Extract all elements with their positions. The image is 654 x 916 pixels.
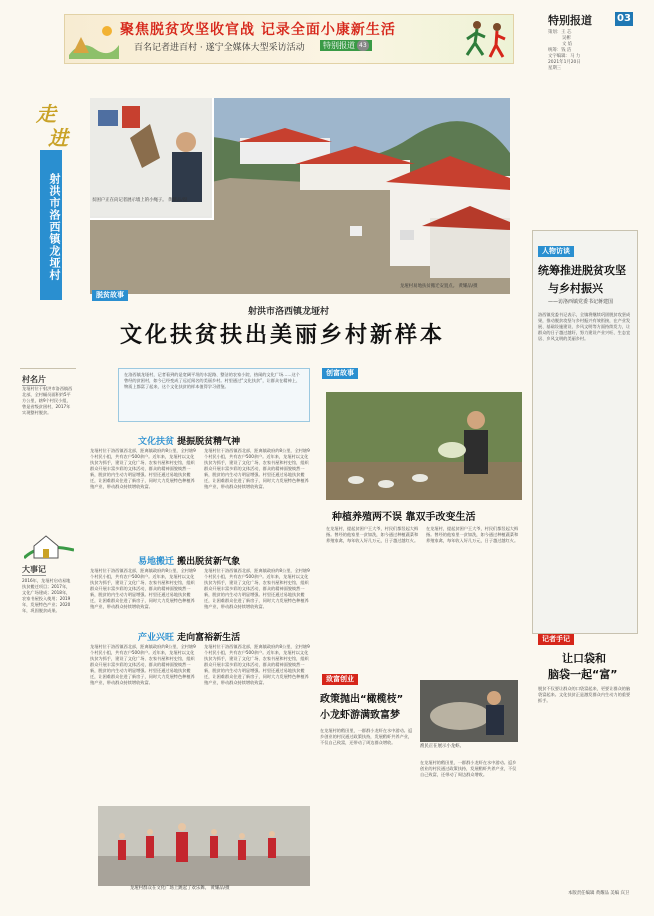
section-key: 产业兴旺	[138, 633, 175, 643]
photo-fish	[420, 680, 518, 742]
credit-line: 吴彬	[562, 36, 571, 41]
house-icon	[24, 528, 74, 562]
photo-dance	[98, 806, 310, 886]
body-col-a3: 龙垭村位于洛西镇西北部，距离镇政府约8公里，全村辖9个村民小组，共有农户500余户。近年来，龙垭村以文化扶贫为抓手，建设了文化广场、农家书屋和村史馆，组织群众开展丰富多彩的文体活动，群众的精神面貌焕然一新，脱贫的内生动力明显增强。村里还通过易地扶贫搬迁，让困难群众住进了新房子，同时大力发展特色种植养殖产业，带动群众持续增收致富。	[90, 644, 196, 685]
section-heading-industry	[138, 630, 240, 643]
rail-label-village: 村名片	[22, 375, 46, 384]
body-col-b3: 龙垭村位于洛西镇西北部，距离镇政府约8公里，全村辖9个村民小组，共有农户500余户。近年来，龙垭村以文化扶贫为抓手，建设了文化广场、农家书屋和村史馆，组织群众开展丰富多彩的文体活动，群众的精神面貌焕然一新，脱贫的内生动力明显增强。村里还通过易地扶贫搬迁，让困难群众住进了新房子，同时大力发展特色种植养殖产业，带动群众持续增收致富。	[204, 644, 310, 685]
story3-col2: 在龙垭村的稻田里，一群群小龙虾在水中游动。返乡创业的村民通过政策扶持，发展稻虾共养产业，不仅自己致富，还带动了周边群众增收。	[420, 760, 517, 777]
dance-scene	[98, 806, 310, 886]
story3-tag: 致富创业	[322, 674, 358, 685]
section-title: 提振脱贫精气神	[177, 437, 241, 447]
banner-tag	[320, 40, 372, 51]
sidebar2-title-2: 脑袋一起“富”	[548, 668, 618, 681]
story2-headline: 种植养殖两不误 靠双手改变生活	[332, 512, 476, 523]
body-col-a2: 龙垭村位于洛西镇西北部，距离镇政府约8公里，全村辖9个村民小组，共有农户500余户。近年来，龙垭村以文化扶贫为抓手，建设了文化广场、农家书屋和村史馆，组织群众开展丰富多彩的文体活动，群众的精神面貌焕然一新，脱贫的内生动力明显增强。村里还通过易地扶贫搬迁，让困难群众住进了新房子，同时大力发展特色种植养殖产业，带动群众持续增收致富。	[90, 568, 196, 609]
rail-label-events: 大事记	[22, 565, 46, 574]
runner-illustration	[457, 17, 511, 61]
section-heading-culture	[138, 434, 240, 447]
section-title: 搬出脱贫新气象	[177, 557, 241, 567]
credits	[548, 30, 634, 72]
rail-jin: 进	[48, 126, 68, 150]
photo-farmer	[326, 392, 522, 500]
credit-line: 2021年1月20日	[548, 60, 581, 65]
body-col-b2: 龙垭村位于洛西镇西北部，距离镇政府约8公里，全村辖9个村民小组，共有农户500余户。近年来，龙垭村以文化扶贫为抓手，建设了文化广场、农家书屋和村史馆，组织群众开展丰富多彩的文体活动，群众的精神面貌焕然一新，脱贫的内生动力明显增强。村里还通过易地扶贫搬迁，让困难群众住进了新房子，同时大力发展特色种植养殖产业，带动群众持续增收致富。	[204, 568, 310, 609]
sidebar-title-1: 统筹推进脱贫攻坚	[538, 264, 626, 277]
body-col-a1: 龙垭村位于洛西镇西北部，距离镇政府约8公里，全村辖9个村民小组，共有农户500余户。近年来，龙垭村以文化扶贫为抓手，建设了文化广场、农家书屋和村史馆，组织群众开展丰富多彩的文体活动，群众的精神面貌焕然一新，脱贫的内生动力明显增强。村里还通过易地扶贫搬迁，让困难群众住进了新房子，同时大力发展特色种植养殖产业，带动群众持续增收致富。	[90, 448, 196, 489]
section-key: 文化扶贫	[138, 437, 175, 447]
sidebar-subtitle: ——访洛西镇党委书记蒋建国	[548, 299, 614, 305]
section-key: 易地搬迁	[138, 557, 175, 567]
sidebar2-title-1: 让口袋和	[562, 652, 606, 665]
story2-col1: 在龙垭村，提起贫困户王大爷，村民们都竖起大拇指。曾经的他家里一贫如洗，如今通过种植蔬菜和养殖家禽，每年收入好几万元，日子越过越红火。	[326, 526, 419, 543]
page-section: 特别报道	[548, 14, 592, 27]
page-number: 03	[615, 12, 633, 26]
story2-tag: 创富故事	[322, 368, 358, 379]
sidebar-tag: 人物访谈	[538, 246, 574, 257]
credit-line: 文字编辑：马 力	[548, 54, 581, 59]
lead-box	[118, 368, 310, 422]
dance-caption: 龙垭村群众在文化广场上跳起了欢乐舞。 黄耀品/摄	[130, 886, 230, 891]
section-title: 走向富裕新生活	[177, 633, 241, 643]
credit-line: 策划：王 芯	[548, 30, 572, 35]
sidebar2-tag: 记者手记	[538, 634, 574, 645]
story2-col2: 在龙垭村，提起贫困户王大爷，村民们都竖起大拇指。曾经的他家里一贫如洗，如今通过种植蔬菜和养殖家禽，每年收入好几万元，日子越过越红火。	[426, 526, 519, 543]
fish-scene	[420, 680, 518, 742]
divider	[20, 368, 76, 369]
sidebar-title-2: 与乡村振兴	[548, 282, 603, 295]
inset-caption: 贫困户正在向记者展示墙上的小绳子。 黄耀品/摄	[92, 198, 188, 203]
kicker-tag: 脱贫故事	[92, 290, 128, 301]
body-col-b1: 龙垭村位于洛西镇西北部，距离镇政府约8公里，全村辖9个村民小组，共有农户500余户。近年来，龙垭村以文化扶贫为抓手，建设了文化广场、农家书屋和村史馆，组织群众开展丰富多彩的文体活动，群众的精神面貌焕然一新，脱贫的内生动力明显增强。村里还通过易地扶贫搬迁，让困难群众住进了新房子，同时大力发展特色种植养殖产业，带动群众持续增收致富。	[204, 448, 310, 489]
rail-events-text: 2016年，龙垭村启动易地扶贫搬迁项目；2017年，文化广场建成；2018年，农家书屋投入使用；2019年，发展特色产业；2020年，巩固脱贫成果。	[22, 578, 71, 613]
banner-tag-label: 特别报道	[323, 41, 355, 50]
credit-line: 统筹：钱 洁	[548, 48, 572, 53]
rail-zou: 走	[36, 102, 56, 126]
credit-line: 文 焰	[562, 42, 573, 47]
rail-place: 射洪市洛西镇龙垭村	[40, 150, 62, 300]
credit-line: 星期三	[548, 66, 562, 71]
footer-credits: 本版责任编辑 黄耀品 美编 宾卫	[568, 891, 630, 896]
banner-tag-number: 43	[359, 42, 367, 49]
section-heading-relocation	[138, 554, 240, 567]
banner-illustration	[69, 19, 119, 59]
sidebar-text: 洛西镇党委书记表示，全镇将继续巩固脱贫攻坚成果，推动脱贫攻坚与乡村振兴有效衔接，在产业发展、基础设施建设、乡风文明等方面持续发力，让群众的日子越过越好，努力建设产业兴旺、生态宜居、乡风文明的美丽乡村。	[538, 312, 631, 341]
lead-text: 在洛西镇龙垭村，记者看到的是宽阔平坦的水泥路、整洁的农家小院、热闹的文化广场……这个曾经的贫困村，如今已经变成了远近闻名的美丽乡村。村里通过“文化扶贫”，让群众在精神上、物质上都富了起来，这个文化扶贫的样本值得学习借鉴。	[124, 372, 301, 389]
rail-village-text: 龙垭村位于射洪市洛西镇西北部，全村幅员面积约5平方公里，辖9个村民小组，曾是省级贫困村，2017年实现整村脱贫。	[22, 386, 73, 415]
story3-col1: 在龙垭村的稻田里，一群群小龙虾在水中游动。返乡创业的村民通过政策扶持，发展稻虾共养产业，不仅自己致富，还带动了周边群众增收。	[320, 728, 413, 745]
main-caption: 龙垭村易地扶贫搬迁安置点。 黄耀品/摄	[400, 284, 478, 289]
headline: 文化扶贫扶出美丽乡村新样本	[120, 323, 446, 348]
story3-headline-1: 政策抛出“橄榄枝”	[320, 694, 404, 705]
sidebar2-text: 脱贫不仅要让群众的口袋富起来，更要让群众的脑袋富起来。文化扶贫正是激发群众内生动力的重要抓手。	[538, 686, 631, 703]
farmer-scene	[326, 392, 522, 500]
banner-title: 聚焦脱贫攻坚收官战 记录全面小康新生活	[120, 22, 396, 38]
fish-caption: 渔民正在展示小龙虾。	[420, 744, 464, 749]
story3-headline-2: 小龙虾游满致富梦	[320, 710, 400, 721]
banner-subtitle: 百名记者进百村 · 遂宁全媒体大型采访活动	[134, 43, 305, 53]
kicker: 射洪市洛西镇龙垭村	[248, 307, 330, 317]
